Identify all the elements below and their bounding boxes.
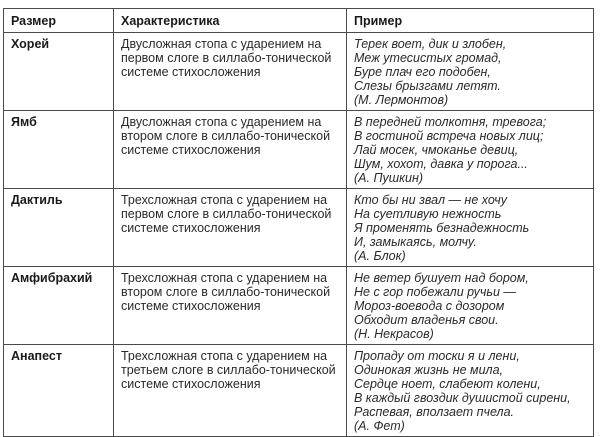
meter-description: Двусложная стопа с ударением на первом слоге в силлабо-тонической системе стихосложения: [114, 33, 347, 111]
example-line: Не с гор побежали ручьи —: [354, 285, 516, 299]
meter-description: Трехсложная стопа с ударением на третьем слоге в силлабо-тонической системе стихосложения: [114, 345, 347, 437]
example-line: Буре плач его подобен,: [354, 65, 491, 79]
example-line: На суетливую нежность: [354, 207, 502, 221]
meter-name: Анапест: [4, 345, 114, 437]
example-line: Шум, хохот, давка у порога...: [354, 157, 528, 171]
header-example: Пример: [347, 9, 594, 33]
example-author: (А. Пушкин): [354, 171, 424, 185]
table-row-khorei: [4, 33, 594, 111]
meter-example: [347, 33, 594, 111]
example-line: Обходит владенья свои.: [354, 313, 499, 327]
example-author: (М. Лермонтов): [354, 93, 449, 107]
example-author: (А. Фет): [354, 419, 405, 433]
example-author: (А. Блок): [354, 249, 406, 263]
meter-description: Двусложная стопа с ударением на втором слоге в силлабо-тонической системе стихосложения: [114, 111, 347, 189]
meter-name: Ямб: [4, 111, 114, 189]
example-line: Не ветер бушует над бором,: [354, 271, 529, 285]
example-line: Сердце ноет, слабеют колени,: [354, 377, 541, 391]
example-line: Пропаду от тоски я и лени,: [354, 349, 520, 363]
example-author: (Н. Некрасов): [354, 327, 434, 341]
meter-name: Амфибрахий: [4, 267, 114, 345]
example-line: Одинокая жизнь не мила,: [354, 363, 504, 377]
table-row-yamb: [4, 111, 594, 189]
meter-example: [347, 267, 594, 345]
example-line: Терек воет, дик и злобен,: [354, 37, 507, 51]
meter-name: Дактиль: [4, 189, 114, 267]
example-line: В передней толкотня, тревога;: [354, 115, 547, 129]
poetic-meters-table: [3, 8, 594, 437]
meter-name: Хорей: [4, 33, 114, 111]
example-line: Кто бы ни звал — не хочу: [354, 193, 507, 207]
header-row: [4, 9, 594, 33]
header-characteristic: Характеристика: [114, 9, 347, 33]
meter-example: [347, 111, 594, 189]
meter-example: [347, 189, 594, 267]
example-line: И, замыкаясь, молчу.: [354, 235, 477, 249]
meter-description: Трехсложная стопа с ударением на втором слоге в силлабо-тонической системе стихосложения: [114, 267, 347, 345]
example-line: В каждый гвоздик душистой сирени,: [354, 391, 571, 405]
example-line: Я променять безнадежность: [354, 221, 530, 235]
example-line: Слезы брызгами летят.: [354, 79, 501, 93]
table-row-amfibrakhii: [4, 267, 594, 345]
example-line: Меж утесистых громад,: [354, 51, 502, 65]
example-line: Распевая, вползает пчела.: [354, 405, 515, 419]
example-line: Мороз-воевода с дозором: [354, 299, 505, 313]
example-line: В гостиной встреча новых лиц;: [354, 129, 544, 143]
header-meter: Размер: [4, 9, 114, 33]
table-row-daktil: [4, 189, 594, 267]
example-line: Лай мосек, чмоканье девиц,: [354, 143, 519, 157]
meter-description: Трехсложная стопа с ударением на первом слоге в силлабо-тонической системе стихосложения: [114, 189, 347, 267]
